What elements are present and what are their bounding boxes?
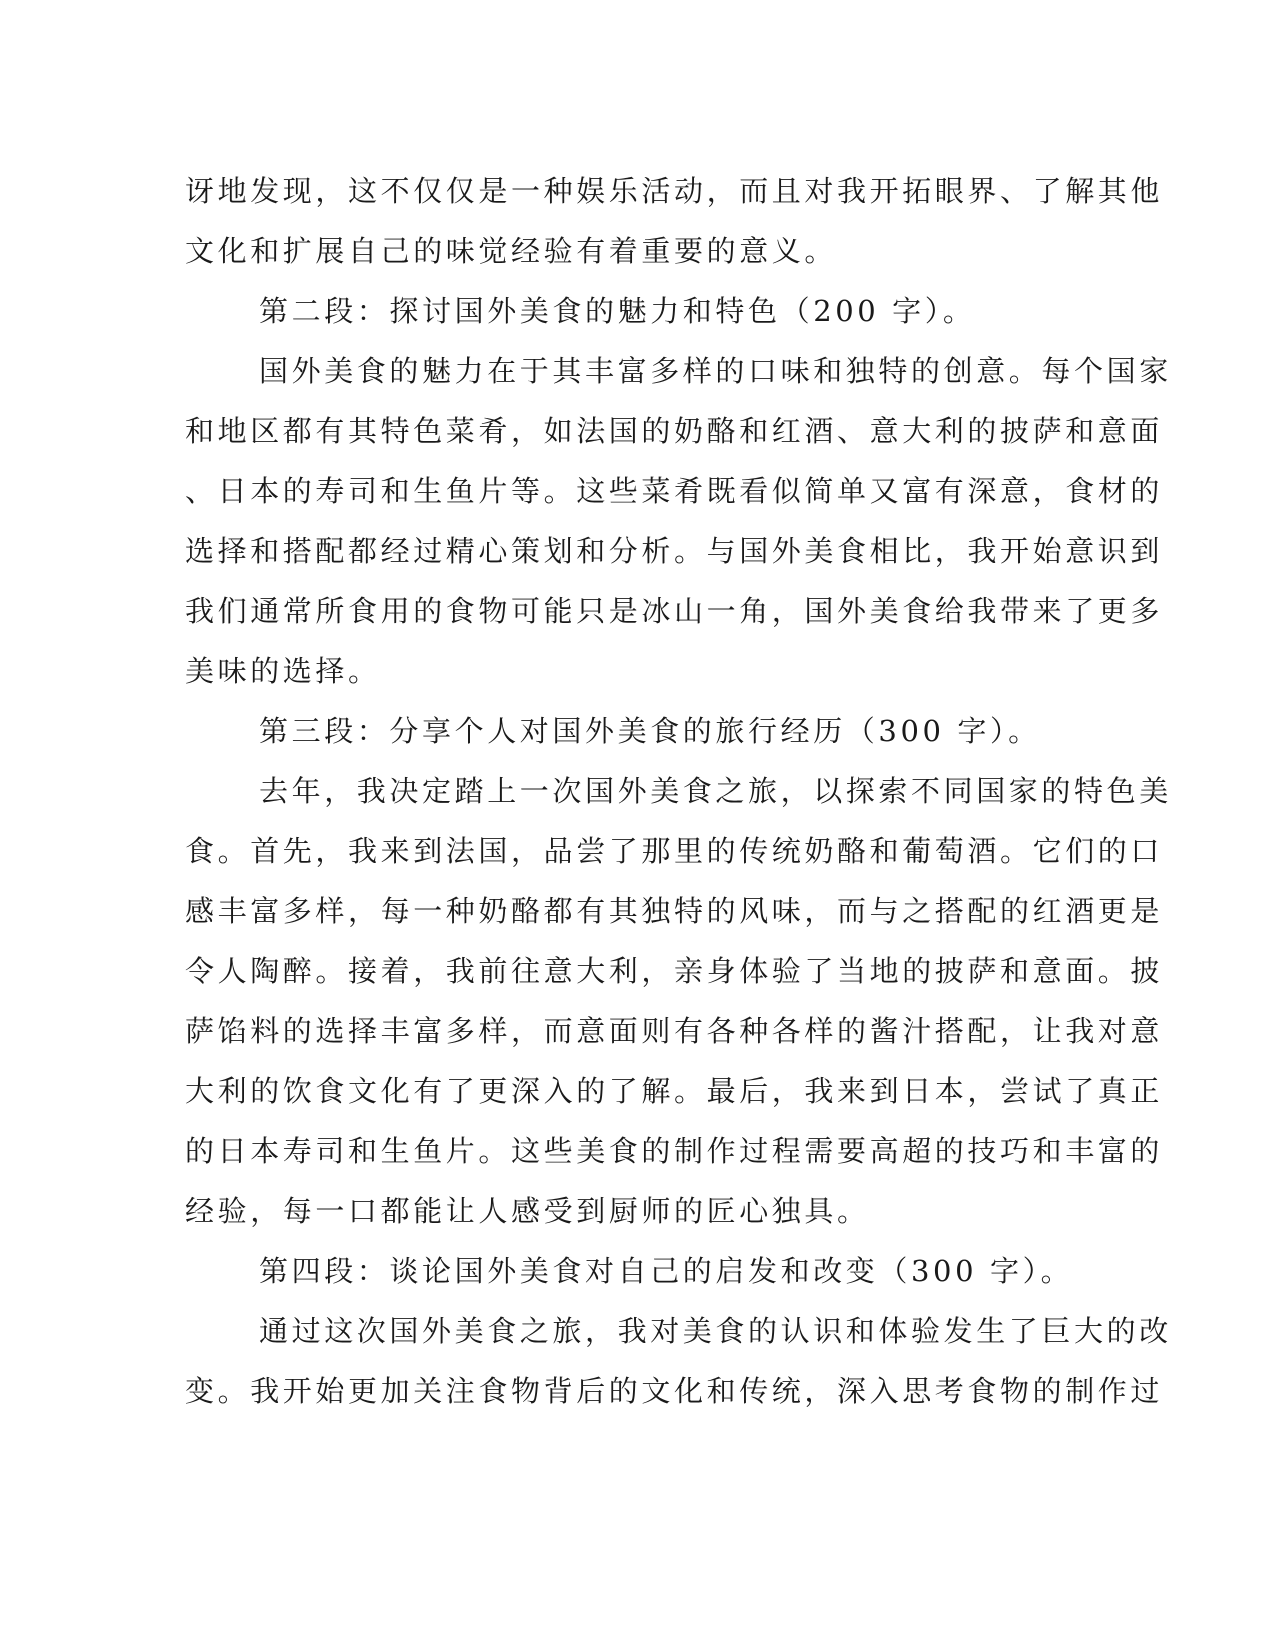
text-line: 和地区都有其特色菜肴，如法国的奶酪和红酒、意大利的披萨和意面 [185, 414, 1164, 448]
text-line: 国外美食的魅力在于其丰富多样的口味和独特的创意。每个国家 [259, 354, 1172, 388]
body-text [185, 161, 1172, 1421]
text-line: 令人陶醉。接着，我前往意大利，亲身体验了当地的披萨和意面。披 [185, 954, 1164, 988]
text-line: 的日本寿司和生鱼片。这些美食的制作过程需要高超的技巧和丰富的 [185, 1134, 1164, 1168]
text-line: 讶地发现，这不仅仅是一种娱乐活动，而且对我开拓眼界、了解其他 [185, 174, 1164, 208]
text-line: 美味的选择。 [185, 654, 381, 688]
section-heading-3: 第三段：分享个人对国外美食的旅行经历（300 字）。 [259, 714, 1041, 748]
text-line: 去年，我决定踏上一次国外美食之旅，以探索不同国家的特色美 [259, 774, 1172, 808]
text-line: 我们通常所食用的食物可能只是冰山一角，国外美食给我带来了更多 [185, 594, 1164, 628]
text-line: 选择和搭配都经过精心策划和分析。与国外美食相比，我开始意识到 [185, 534, 1164, 568]
text-line: 经验，每一口都能让人感受到厨师的匠心独具。 [185, 1194, 870, 1228]
text-line: 大利的饮食文化有了更深入的了解。最后，我来到日本，尝试了真正 [185, 1074, 1164, 1108]
text-line: 变。我开始更加关注食物背后的文化和传统，深入思考食物的制作过 [185, 1374, 1164, 1408]
text-line: 食。首先，我来到法国，品尝了那里的传统奶酪和葡萄酒。它们的口 [185, 834, 1164, 868]
text-line: 萨馅料的选择丰富多样，而意面则有各种各样的酱汁搭配，让我对意 [185, 1014, 1164, 1048]
text-line: 通过这次国外美食之旅，我对美食的认识和体验发生了巨大的改 [259, 1314, 1172, 1348]
text-line: 文化和扩展自己的味觉经验有着重要的意义。 [185, 234, 838, 268]
section-heading-2: 第二段：探讨国外美食的魅力和特色（200 字）。 [259, 294, 976, 328]
text-line: 感丰富多样，每一种奶酪都有其独特的风味，而与之搭配的红酒更是 [185, 894, 1164, 928]
section-heading-4: 第四段：谈论国外美食对自己的启发和改变（300 字）。 [259, 1254, 1074, 1288]
text-line: 、日本的寿司和生鱼片等。这些菜肴既看似简单又富有深意，食材的 [185, 474, 1164, 508]
